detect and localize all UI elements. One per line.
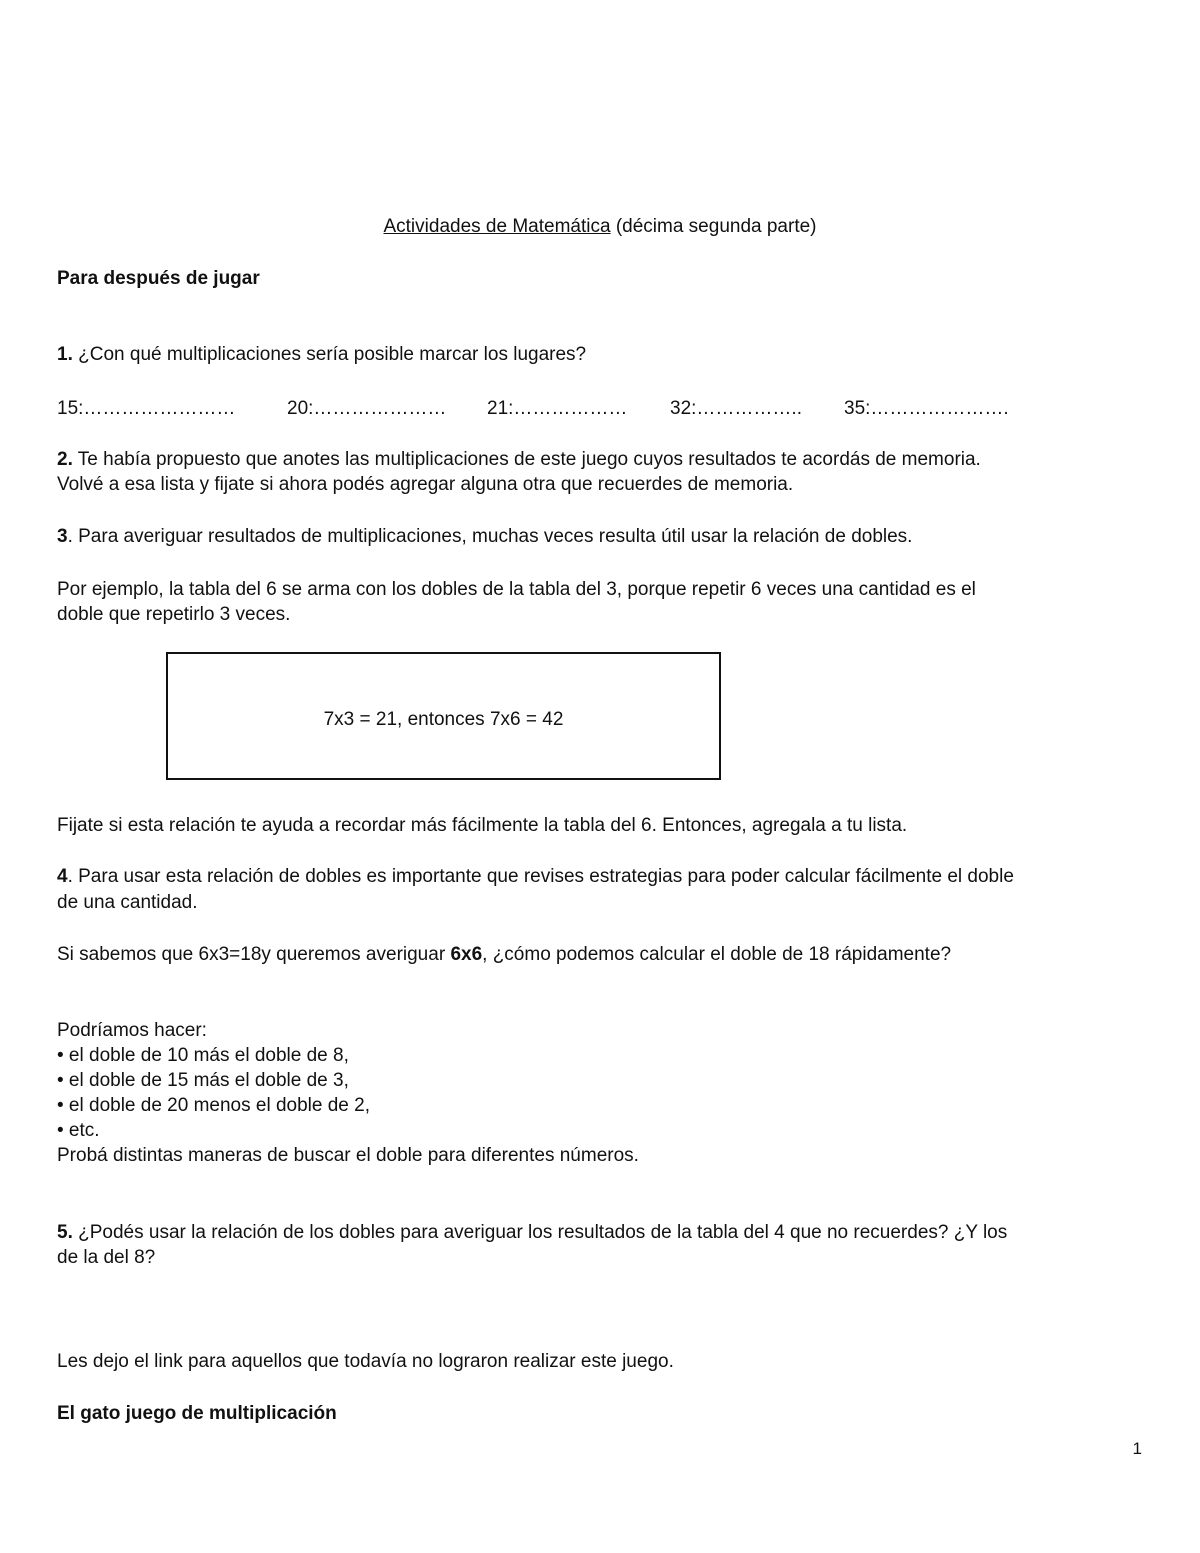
question-2-line-2: Volvé a esa lista y fijate si ahora podés agregar alguna otra que recuerdes de memoria. — [57, 474, 794, 495]
example-box — [166, 652, 721, 780]
strategy-bullet: • etc. — [57, 1120, 100, 1141]
after-box-text: Fijate si esta relación te ayuda a recordar más fácilmente la tabla del 6. Entonces, agregala a tu lista. — [57, 815, 908, 836]
question-1-number: 1. — [57, 344, 73, 365]
question-4-number: 4 — [57, 866, 68, 887]
question-5-number: 5. — [57, 1222, 73, 1243]
page-number: 1 — [1132, 1439, 1142, 1458]
fill-in-blank: 21:……………… — [487, 398, 628, 419]
example-line-2: doble que repetirlo 3 veces. — [57, 604, 291, 625]
strategy-bullet: • el doble de 20 menos el doble de 2, — [57, 1095, 370, 1116]
strategy-bullet: • el doble de 15 más el doble de 3, — [57, 1070, 349, 1091]
strategies-intro: Podríamos hacer: — [57, 1020, 207, 1041]
prompt-post: , ¿cómo podemos calcular el doble de 18 rápidamente? — [482, 944, 952, 965]
fill-in-blank: 20:………………… — [287, 398, 447, 419]
title-underlined: Actividades de Matemática — [383, 216, 611, 237]
section-heading: Para después de jugar — [57, 268, 260, 289]
game-link-title[interactable]: El gato juego de multiplicación — [57, 1403, 337, 1424]
question-2 — [57, 447, 981, 472]
question-5-line-2: de la del 8? — [57, 1247, 156, 1268]
document-title — [0, 214, 1200, 239]
title-subtitle: (décima segunda parte) — [610, 216, 817, 237]
link-intro: Les dejo el link para aquellos que todavía no lograron realizar este juego. — [57, 1351, 674, 1372]
question-2-number: 2. — [57, 449, 73, 470]
question-1-text: ¿Con qué multiplicaciones sería posible marcar los lugares? — [72, 344, 587, 365]
question-1 — [57, 342, 586, 367]
question-5 — [57, 1220, 1007, 1245]
strategies-closing: Probá distintas maneras de buscar el doble para diferentes números. — [57, 1145, 639, 1166]
strategy-bullet: • el doble de 10 más el doble de 8, — [57, 1045, 349, 1066]
question-4-prompt — [57, 942, 951, 967]
question-3 — [57, 524, 912, 549]
question-4-line-1: . Para usar esta relación de dobles es importante que revises estrategias para poder calcular fácilmente el doble — [67, 866, 1014, 887]
question-2-line-1: Te había propuesto que anotes las multiplicaciones de este juego cuyos resultados te acordás de memoria. — [72, 449, 981, 470]
question-3-number: 3 — [57, 526, 68, 547]
example-line-1: Por ejemplo, la tabla del 6 se arma con los dobles de la tabla del 3, porque repetir 6 veces una cantidad es el — [57, 579, 976, 600]
question-4 — [57, 864, 1014, 889]
prompt-pre: Si sabemos que 6x3=18y queremos averiguar — [57, 944, 451, 965]
question-3-text: . Para averiguar resultados de multiplicaciones, muchas veces resulta útil usar la relación de dobles. — [67, 526, 913, 547]
question-5-line-1: ¿Podés usar la relación de los dobles para averiguar los resultados de la tabla del 4 que no recuerdes? ¿Y los — [72, 1222, 1008, 1243]
fill-in-blank: 15:…………………… — [57, 398, 236, 419]
prompt-bold: 6x6 — [450, 944, 483, 965]
fill-in-blank: 35:…………………. — [844, 398, 1009, 419]
fill-in-blank: 32:…………….. — [670, 398, 802, 419]
question-4-line-2: de una cantidad. — [57, 892, 198, 913]
example-box-text: 7x3 = 21, entonces 7x6 = 42 — [323, 709, 564, 730]
